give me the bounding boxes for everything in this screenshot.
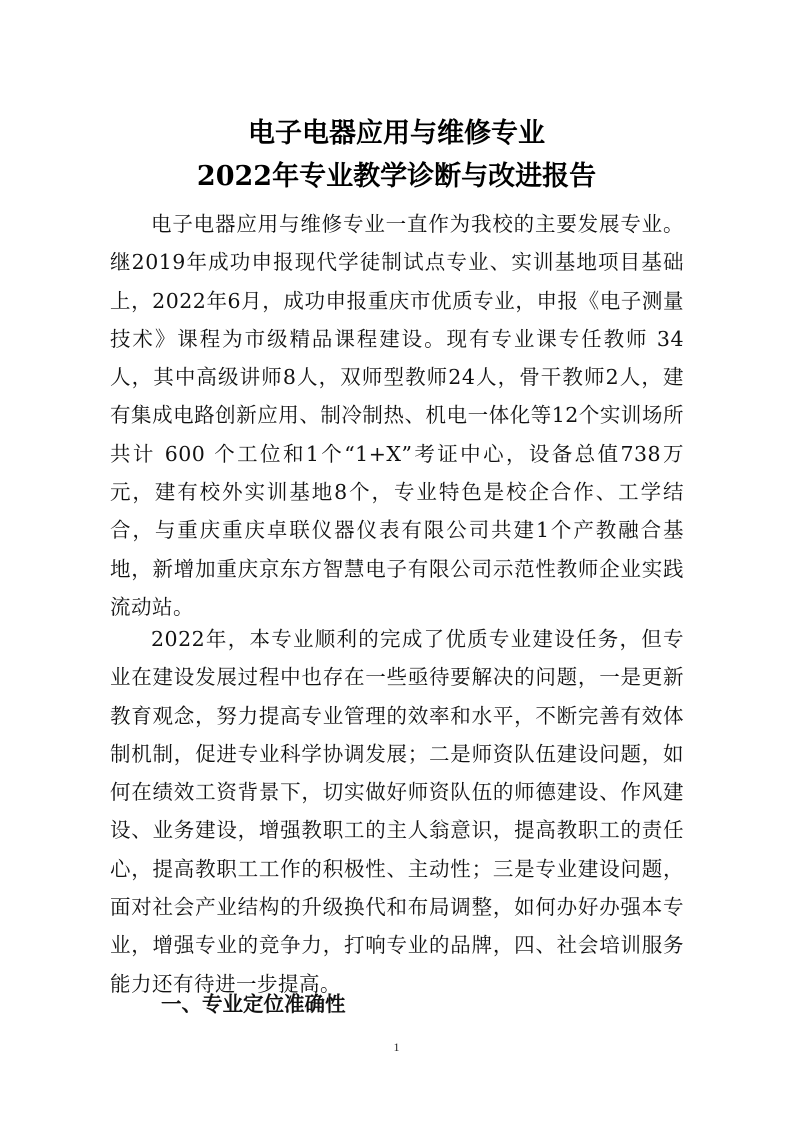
section-heading: 一、专业定位准确性 bbox=[161, 992, 346, 1016]
paragraph-problems: 2022年，本专业顺利的完成了优质专业建设任务，但专业在建设发展过程中也存在一些亟待要解决的问题，一是更新教育观念，努力提高专业管理的效率和水平，不断完善有效体制机制，促进专业科学协调发展；二是师资队伍建设问题，如何在绩效工资背景下，切实做好师资队伍的师德建设、作风建设、业务建设，增强教职工的主人翁意识，提高教职工的责任心，提高教职工工作的积极性、主动性；三是专业建设问题，面对社会产业结构的升级换代和布局调整，如何办好办强本专业，增强专业的竞争力，打响专业的品牌，四、社会培训服务能力还有待进一步提高。 bbox=[110, 627, 684, 996]
page-number: 1 bbox=[393, 1040, 400, 1054]
document-title-line-1: 电子电器应用与维修专业 bbox=[248, 118, 545, 149]
paragraph-intro: 电子电器应用与维修专业一直作为我校的主要发展专业。继2019年成功申报现代学徒制试点专业、实训基地项目基础上，2022年6月，成功申报重庆市优质专业，申报《电子测量技术》课程为市级精品课程建设。现有专业课专任教师 34人，其中高级讲师8人，双师型教师24人，骨干教师2人，建有集成电路创新应用、制冷制热、机电一体化等12个实训场所共计 600 个工位和1个“1+X”考证中心，设备总值738万元，建有校外实训基地8个，专业特色是校企合作、工学结合，与重庆重庆卓联仪器仪表有限公司共建1个产教融合基地，新增加重庆京东方智慧电子有限公司示范性教师企业实践流动站。 bbox=[110, 212, 684, 619]
document-title-line-2: 2022年专业教学诊断与改进报告 bbox=[196, 161, 597, 192]
